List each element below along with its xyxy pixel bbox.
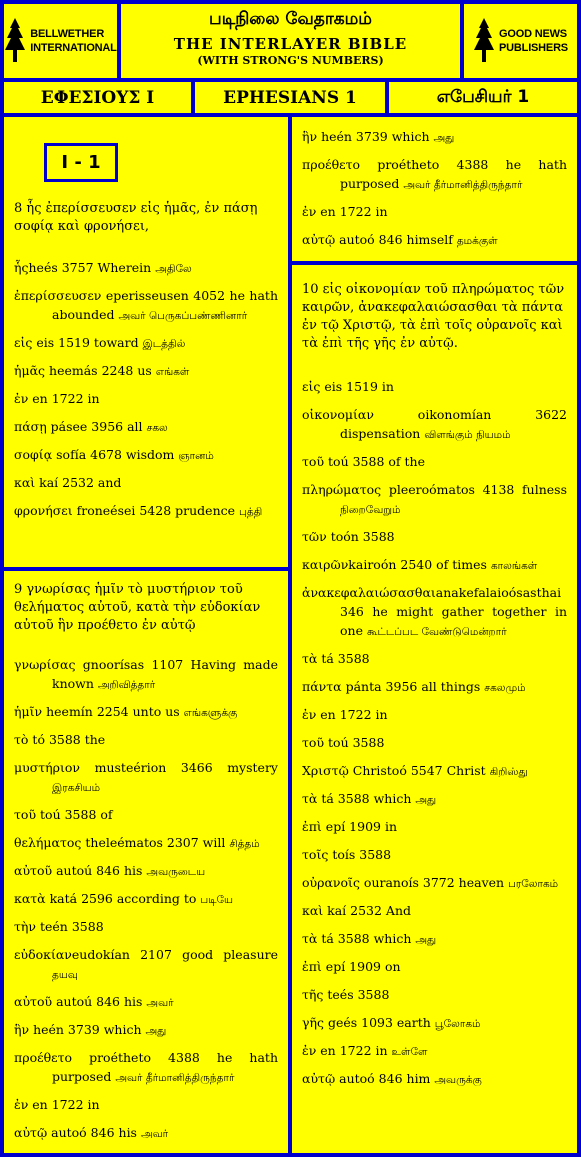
word-entry xyxy=(302,929,567,950)
word-entry xyxy=(302,677,567,698)
greek-word: προέθετο xyxy=(302,157,361,172)
greek-word: εἰς xyxy=(302,379,321,394)
translation-text: toís 3588 xyxy=(328,847,392,862)
greek-word: τὰ xyxy=(302,791,318,806)
translation-text: autoú 846 his xyxy=(52,994,147,1009)
translation-text: autoó 846 himself xyxy=(335,232,457,247)
tamil-gloss: சகலமும் xyxy=(484,682,526,694)
word-entry xyxy=(302,817,567,838)
translation-text: heemás 2248 us xyxy=(45,363,156,378)
word-entry xyxy=(302,583,567,642)
left-logo-line-2: INTERNATIONAL xyxy=(30,42,117,54)
subtitle: (WITH STRONG'S NUMBERS) xyxy=(197,54,384,67)
greek-word: πληρώματος xyxy=(302,482,382,497)
greek-word: τὴν xyxy=(14,919,37,934)
greek-word: γνωρίσας xyxy=(14,657,76,672)
good-news-icon xyxy=(473,16,495,66)
word-entry xyxy=(14,702,278,723)
word-entry xyxy=(302,901,567,922)
greek-word: ἐπὶ xyxy=(302,819,322,834)
word-entry xyxy=(14,1095,278,1116)
tamil-gloss: அவருக்கு xyxy=(434,1074,482,1086)
word-entry xyxy=(14,445,278,466)
translation-text: tá 3588 which xyxy=(317,931,416,946)
translation-text: en 1722 in xyxy=(316,204,388,219)
translation-text: teén 3588 xyxy=(36,919,104,934)
word-entry xyxy=(302,127,567,148)
word-entry xyxy=(302,230,567,251)
greek-word: μυστήριον xyxy=(14,760,81,775)
title-english: THE INTERLAYER BIBLE xyxy=(173,35,408,53)
translation-text: tó 3588 the xyxy=(28,732,106,747)
word-entry xyxy=(14,861,278,882)
word-entry xyxy=(302,155,567,195)
greek-word: αὐτῷ xyxy=(14,1125,48,1140)
word-entry xyxy=(302,789,567,810)
bellwether-icon xyxy=(4,16,26,66)
greek-word: ἐπὶ xyxy=(302,959,322,974)
greek-word: ἧς xyxy=(14,260,29,275)
word-entry xyxy=(302,527,567,548)
translation-text: pásee 3956 all xyxy=(46,419,147,434)
translation-text: pleeroómatos 4138 fulness xyxy=(381,482,567,497)
greek-word: ἡμᾶς xyxy=(14,363,46,378)
greek-word: τὰ xyxy=(302,651,318,666)
translation-text: oikonomían 3622 dispensation xyxy=(340,407,567,441)
word-entry xyxy=(302,845,567,866)
tamil-gloss: அது xyxy=(415,794,437,806)
word-entry xyxy=(302,957,567,978)
word-entry xyxy=(14,889,278,910)
greek-word: πάσῃ xyxy=(14,419,47,434)
tamil-gloss: அவர் பெருகப்பண்ணினார் xyxy=(118,310,248,322)
tamil-gloss: அது xyxy=(145,1025,167,1037)
tamil-gloss: அதிலே xyxy=(155,263,192,275)
greek-word: πάντα xyxy=(302,679,342,694)
book-english: EPHESIANS 1 xyxy=(195,82,385,113)
verse-9-continued-panel xyxy=(292,117,577,261)
translation-text: kaí 2532 and xyxy=(35,475,122,490)
word-entry xyxy=(14,805,278,826)
greek-word: ἣν xyxy=(14,1022,30,1037)
tamil-gloss: புத்தி xyxy=(239,506,263,518)
tamil-gloss: நிறைவேறும் xyxy=(340,504,401,516)
greek-word: τοῦ xyxy=(302,735,325,750)
word-entry xyxy=(14,473,278,494)
translation-text: kaí 2532 And xyxy=(323,903,411,918)
translation-text: en 1722 in xyxy=(316,1043,392,1058)
tamil-gloss: பூலோகம் xyxy=(434,1018,481,1030)
tamil-gloss: சித்தம் xyxy=(229,838,260,850)
word-entry xyxy=(302,761,567,782)
word-entry xyxy=(14,417,278,438)
translation-text: gnoorísas 1107 Having made known xyxy=(52,657,278,691)
translation-text: eis 1519 toward xyxy=(32,335,143,350)
tamil-gloss: அது xyxy=(415,934,437,946)
greek-word: εὐδοκίαν xyxy=(14,947,72,962)
right-logo-line-1: GOOD NEWS xyxy=(499,28,567,40)
greek-word: αὐτοῦ xyxy=(14,863,53,878)
translation-text: proétheto 4388 he hath purposed xyxy=(52,1050,278,1084)
word-entry xyxy=(302,873,567,894)
translation-text: ouranoís 3772 heaven xyxy=(359,875,509,890)
greek-word: ἣν xyxy=(302,129,318,144)
greek-word: τοῖς xyxy=(302,847,329,862)
word-entry xyxy=(14,730,278,751)
tamil-gloss: ஞானம் xyxy=(178,450,214,462)
word-entry xyxy=(302,1013,567,1034)
tamil-gloss: அவர் xyxy=(140,1128,169,1140)
tamil-gloss: தமக்குள் xyxy=(456,235,498,247)
verse-8-entries xyxy=(14,258,278,522)
tamil-gloss: உள்ளே xyxy=(391,1046,428,1058)
word-entry xyxy=(14,286,278,326)
translation-text: eis 1519 in xyxy=(320,379,394,394)
greek-word: ἐν xyxy=(302,707,317,722)
translation-text: teés 3588 xyxy=(323,987,390,1002)
tamil-gloss: சகல xyxy=(146,422,168,434)
tamil-gloss: தயவு xyxy=(52,969,78,981)
translation-text: heemín 2254 unto us xyxy=(42,704,184,719)
verse-9-entries xyxy=(14,655,278,1144)
tamil-gloss: எங்கள் xyxy=(155,366,190,378)
verse-10-text: 10 εἰς οἰκονομίαν τοῦ πληρώματος τῶν καιρῶν, ἀνακεφαλαιώσασθαι τὰ πάντα ἐν τῷ Χριστῷ, τὰ ἐπὶ τοῖς οὐρανοῖς καὶ τὰ ἐπὶ τῆς γῆς ἐν αὐτῷ. xyxy=(302,282,565,351)
greek-word: ἐν xyxy=(302,204,317,219)
verse-8-panel xyxy=(4,117,288,567)
word-entry xyxy=(14,833,278,854)
translation-text: eudokían 2107 good pleasure xyxy=(71,947,278,962)
greek-word: γῆς xyxy=(302,1015,324,1030)
word-entry xyxy=(302,705,567,726)
greek-word: ἀνακεφαλαιώσασθαι xyxy=(302,585,436,600)
word-entry xyxy=(14,1048,278,1088)
greek-word: ἐν xyxy=(14,391,29,406)
translation-text: froneései 5428 prudence xyxy=(72,503,239,518)
word-entry xyxy=(14,917,278,938)
tamil-gloss: இரகசியம் xyxy=(52,782,101,794)
word-entry xyxy=(14,1123,278,1144)
word-entry xyxy=(302,733,567,754)
greek-word: καὶ xyxy=(14,475,36,490)
translation-text: epí 1909 in xyxy=(321,819,398,834)
verse-8-text: 8 ἧς ἐπερίσσευσεν εἰς ἡμᾶς, ἐν πάσῃ σοφίᾳ καὶ φρονήσει, xyxy=(14,201,258,234)
tamil-gloss: அவர் தீர்மானித்திருந்தார் xyxy=(115,1072,235,1084)
translation-text: toú 3588 xyxy=(324,735,385,750)
translation-text: anakefalaioósasthai 346 he might gather together in one xyxy=(340,585,567,638)
word-entry xyxy=(14,945,278,985)
greek-word: τοῦ xyxy=(302,454,325,469)
title-tamil: படிநிலை வேதாகமம் xyxy=(209,9,372,29)
translation-text: musteérion 3466 mystery xyxy=(80,760,278,775)
translation-text: toú 3588 of xyxy=(36,807,113,822)
right-logo-line-2: PUBLISHERS xyxy=(499,42,568,54)
tamil-gloss: கூட்டப்பட வேண்டுமென்றார் xyxy=(366,626,507,638)
translation-text: toú 3588 of the xyxy=(324,454,425,469)
bellwether-logo xyxy=(4,4,117,78)
word-entry xyxy=(302,377,567,398)
verse-9-text: 9 γνωρίσας ἡμῖν τὸ μυστήριον τοῦ θελήματος αὐτοῦ, κατὰ τὴν εὐδοκίαν αὐτοῦ ἣν προέθετο ἐν αὐτῷ xyxy=(14,582,261,633)
left-logo-line-1: BELLWETHER xyxy=(30,28,105,40)
word-entry xyxy=(302,555,567,576)
translation-text: theleématos 2307 will xyxy=(81,835,230,850)
word-entry xyxy=(302,985,567,1006)
tamil-gloss: அவருடைய xyxy=(146,866,206,878)
greek-word: εἰς xyxy=(14,335,33,350)
greek-word: ἐν xyxy=(14,1097,29,1112)
good-news-logo xyxy=(464,4,577,78)
book-greek: ΕΦΕΣΙΟΥΣ I xyxy=(4,82,191,113)
translation-text: sofía 4678 wisdom xyxy=(52,447,179,462)
word-entry xyxy=(14,758,278,798)
word-entry xyxy=(302,1069,567,1090)
greek-word: Χριστῷ xyxy=(302,763,349,778)
translation-text: en 1722 in xyxy=(28,391,100,406)
translation-text: heén 3739 which xyxy=(317,129,434,144)
greek-word: τοῦ xyxy=(14,807,37,822)
greek-word: οἰκονομίαν xyxy=(302,407,374,422)
greek-word: καὶ xyxy=(302,903,324,918)
greek-word: καιρῶν xyxy=(302,557,349,572)
word-entry xyxy=(302,649,567,670)
word-entry xyxy=(14,655,278,695)
translation-text: eperisseusen 4052 he hath abounded xyxy=(52,288,278,322)
translation-text: heén 3739 which xyxy=(29,1022,146,1037)
greek-word: ἐν xyxy=(302,1043,317,1058)
chapter-label: I - 1 xyxy=(44,143,117,182)
tamil-gloss: அவர் தீர்மானித்திருந்தார் xyxy=(403,179,523,191)
translation-text: toón 3588 xyxy=(326,529,395,544)
translation-text: en 1722 in xyxy=(28,1097,100,1112)
tamil-gloss: விளங்கும் நியமம் xyxy=(424,429,511,441)
tamil-gloss: காலங்கள் xyxy=(490,560,538,572)
greek-word: τῶν xyxy=(302,529,327,544)
title-block xyxy=(121,4,460,78)
translation-text: en 1722 in xyxy=(316,707,388,722)
greek-word: οὐρανοῖς xyxy=(302,875,360,890)
tamil-gloss: பரலோகம் xyxy=(508,878,559,890)
verse-10-entries xyxy=(302,377,567,1090)
tamil-gloss: எங்களுக்கு xyxy=(183,707,238,719)
translation-text: epí 1909 on xyxy=(321,959,401,974)
greek-word: φρονήσει xyxy=(14,503,73,518)
word-entry xyxy=(14,1020,278,1041)
greek-word: κατὰ xyxy=(14,891,46,906)
translation-text: tá 3588 xyxy=(317,651,370,666)
word-entry xyxy=(302,1041,567,1062)
greek-word: τὰ xyxy=(302,931,318,946)
greek-word: ἐπερίσσευσεν xyxy=(14,288,102,303)
word-entry xyxy=(14,333,278,354)
greek-word: αὐτῷ xyxy=(302,232,336,247)
translation-text: heés 3757 Wherein xyxy=(28,260,156,275)
word-entry xyxy=(14,361,278,382)
tamil-gloss: இடத்தில் xyxy=(142,338,186,350)
word-entry xyxy=(14,258,278,279)
word-entry xyxy=(302,202,567,223)
verse-9-panel xyxy=(4,571,288,1153)
tamil-gloss: அவர் xyxy=(146,997,174,1009)
translation-text: autoú 846 his xyxy=(52,863,147,878)
word-entry xyxy=(14,992,278,1013)
translation-text: Christoó 5547 Christ xyxy=(348,763,490,778)
translation-text: kairoón 2540 of times xyxy=(348,557,491,572)
greek-word: ἡμῖν xyxy=(14,704,43,719)
word-entry xyxy=(302,405,567,445)
tamil-gloss: அது xyxy=(433,132,455,144)
greek-word: προέθετο xyxy=(14,1050,73,1065)
word-entry xyxy=(14,501,278,522)
greek-word: θελήματος xyxy=(14,835,82,850)
verse-9-continued-entries xyxy=(302,127,567,251)
book-tamil: எபேசியர் 1 xyxy=(389,82,577,113)
greek-word: αὐτῷ xyxy=(302,1071,336,1086)
tamil-gloss: அறிவித்தார் xyxy=(97,679,156,691)
greek-word: σοφίᾳ xyxy=(14,447,53,462)
translation-text: autoó 846 his xyxy=(47,1125,141,1140)
translation-text: pánta 3956 all things xyxy=(341,679,485,694)
word-entry xyxy=(302,480,567,520)
greek-word: τὸ xyxy=(14,732,29,747)
translation-text: tá 3588 which xyxy=(317,791,416,806)
word-entry xyxy=(14,389,278,410)
tamil-gloss: படியே xyxy=(200,894,234,906)
translation-text: autoó 846 him xyxy=(335,1071,435,1086)
translation-text: proétheto 4388 he hath purposed xyxy=(340,157,567,191)
word-entry xyxy=(302,452,567,473)
translation-text: geés 1093 earth xyxy=(323,1015,435,1030)
verse-10-panel xyxy=(292,265,577,1153)
tamil-gloss: கிறிஸ்து xyxy=(489,766,528,778)
greek-word: αὐτοῦ xyxy=(14,994,53,1009)
translation-text: katá 2596 according to xyxy=(45,891,201,906)
greek-word: τῆς xyxy=(302,987,324,1002)
